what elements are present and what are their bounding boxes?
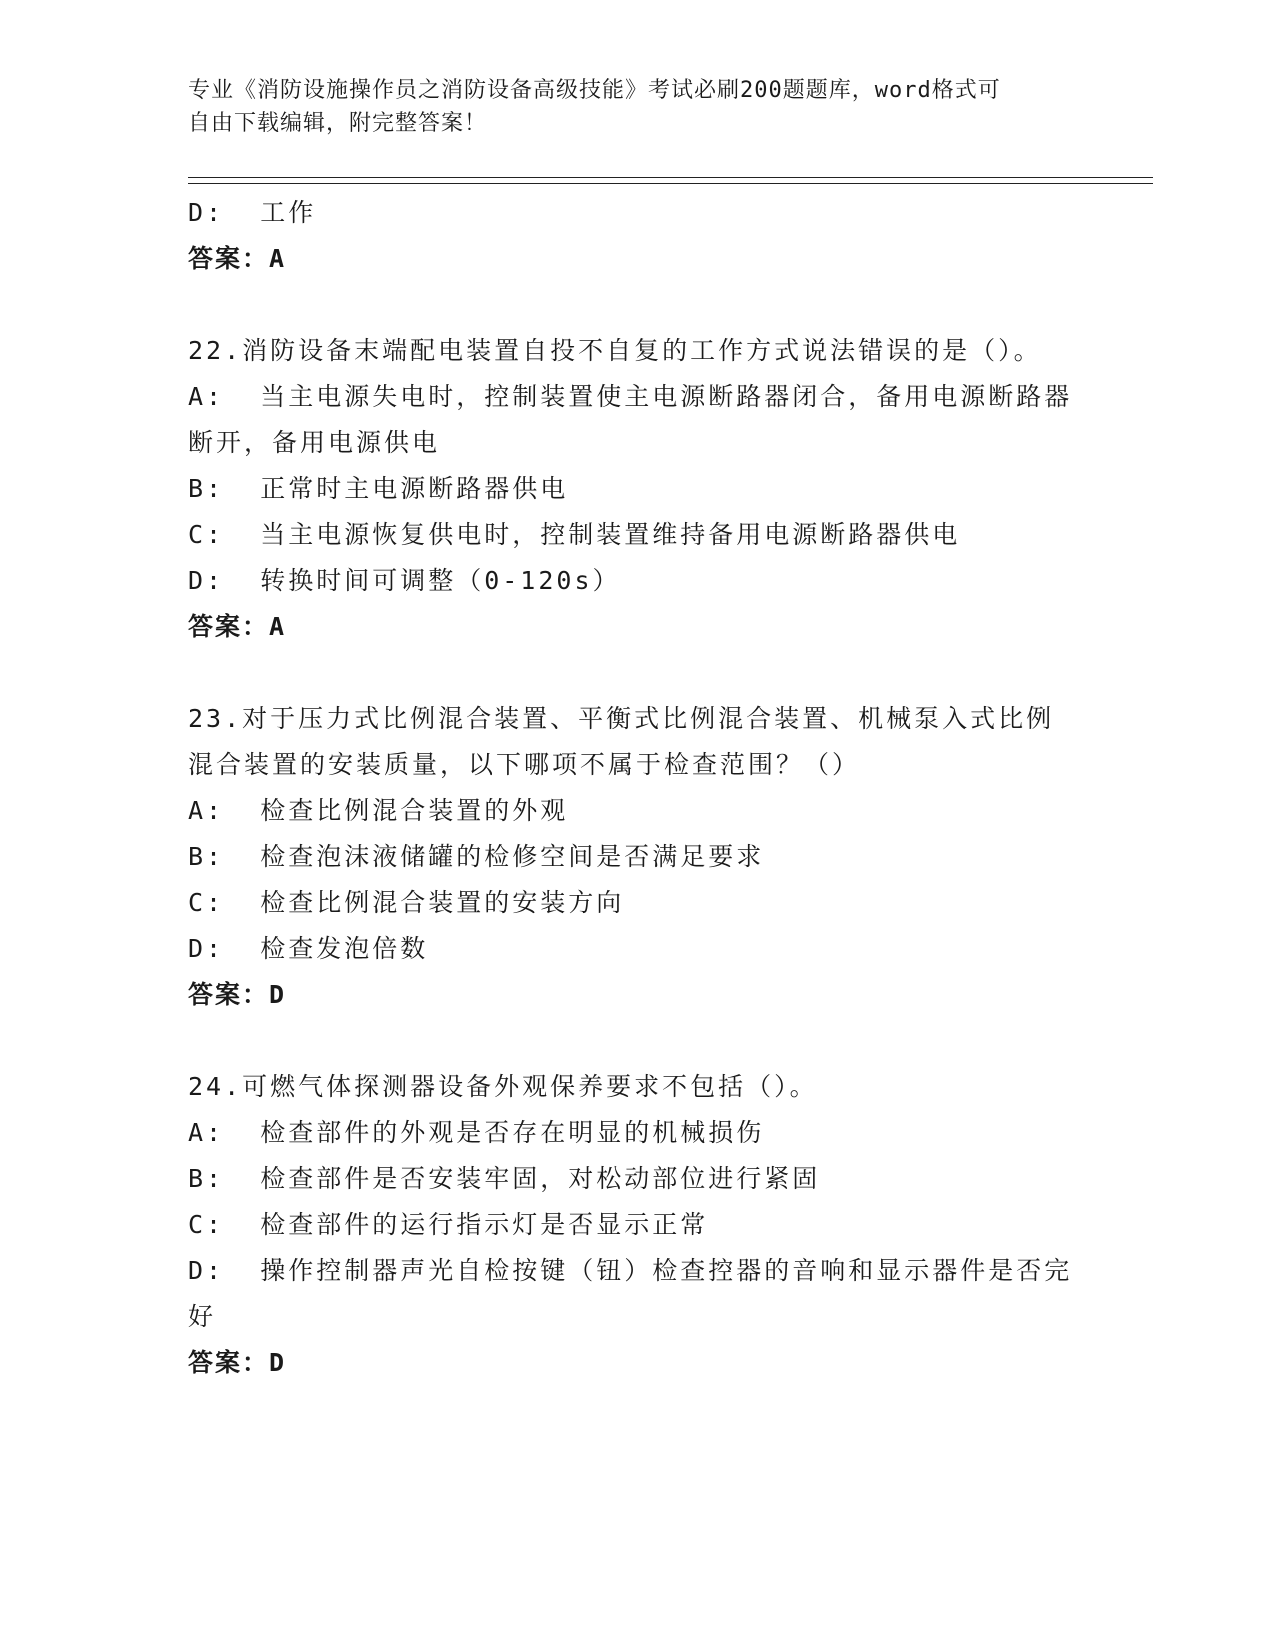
spacer (188, 1018, 1088, 1064)
option-a: A: 检查部件的外观是否存在明显的机械损伤 (188, 1118, 765, 1147)
option-d: D: 转换时间可调整（0-120s） (188, 566, 621, 595)
option-b: B: 检查部件是否安装牢固，对松动部位进行紧固 (188, 1164, 821, 1193)
header-divider-top (188, 177, 1153, 178)
option-a: A: 检查比例混合装置的外观 (188, 796, 569, 825)
header-line-1: 专业《消防设施操作员之消防设备高级技能》考试必刷200题题库，word格式可 (188, 78, 1001, 103)
option-b: B: 检查泡沫液储罐的检修空间是否满足要求 (188, 842, 765, 871)
option-c: C: 当主电源恢复供电时，控制装置维持备用电源断路器供电 (188, 520, 961, 549)
question-stem-continued: 混合装置的安装质量，以下哪项不属于检查范围？（） (188, 750, 861, 779)
question-23 (188, 696, 1088, 1018)
option-d: D: 操作控制器声光自检按键（钮）检查控器的音响和显示器件是否完 (188, 1256, 1073, 1285)
option-d-continued: 好 (188, 1302, 217, 1331)
header-line-2: 自由下载编辑，附完整答案！ (188, 111, 488, 136)
question-21-tail (188, 190, 1088, 282)
question-22 (188, 328, 1088, 650)
answer: 答案：A (188, 244, 287, 273)
option-d: D: 工作 (188, 198, 317, 227)
question-stem: 22.消防设备末端配电装置自投不自复的工作方式说法错误的是（）。 (188, 336, 1042, 365)
document-header (188, 74, 1088, 140)
answer: 答案：D (188, 1348, 287, 1377)
option-a: A: 当主电源失电时，控制装置使主电源断路器闭合，备用电源断路器 (188, 382, 1073, 411)
spacer (188, 650, 1088, 696)
question-24 (188, 1064, 1088, 1386)
question-list (188, 190, 1088, 1386)
answer: 答案：A (188, 612, 287, 641)
header-divider-bottom (188, 183, 1153, 184)
answer: 答案：D (188, 980, 287, 1009)
option-c: C: 检查部件的运行指示灯是否显示正常 (188, 1210, 709, 1239)
option-a-continued: 断开，备用电源供电 (188, 428, 441, 457)
option-d: D: 检查发泡倍数 (188, 934, 429, 963)
option-c: C: 检查比例混合装置的安装方向 (188, 888, 625, 917)
option-b: B: 正常时主电源断路器供电 (188, 474, 569, 503)
question-stem: 24.可燃气体探测器设备外观保养要求不包括（）。 (188, 1072, 818, 1101)
question-stem: 23.对于压力式比例混合装置、平衡式比例混合装置、机械泵入式比例 (188, 704, 1055, 733)
spacer (188, 282, 1088, 328)
